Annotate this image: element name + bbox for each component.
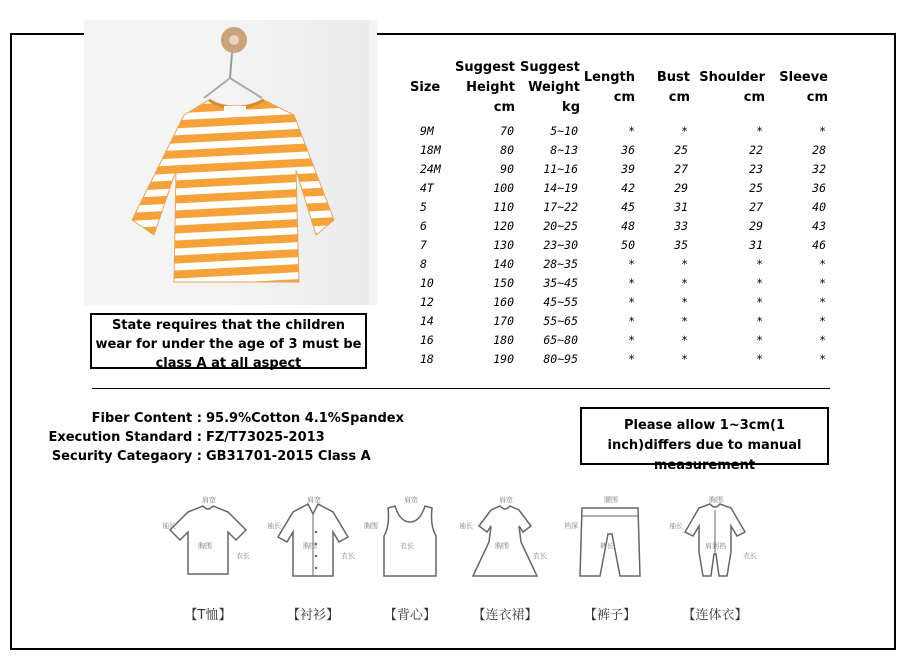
table-row	[410, 257, 835, 276]
dimension-label: 衣长	[743, 552, 757, 560]
table-cell: *	[756, 352, 763, 366]
table-cell: 27	[749, 200, 763, 214]
garment-label: 【背心】	[383, 608, 436, 623]
section-divider	[92, 388, 830, 389]
table-cell: *	[756, 295, 763, 309]
table-cell: 45~55	[543, 295, 578, 309]
table-cell: 14	[420, 314, 434, 328]
table-cell: *	[681, 295, 688, 309]
table-cell: 36	[812, 181, 826, 195]
table-cell: *	[628, 124, 635, 138]
table-row	[410, 200, 835, 219]
table-cell: 4T	[420, 181, 434, 195]
table-row	[410, 124, 835, 143]
clothing-tag	[224, 106, 246, 112]
table-cell: 25	[749, 181, 763, 195]
table-cell: 6	[420, 219, 427, 233]
table-cell: *	[681, 124, 688, 138]
table-cell: 24M	[420, 162, 441, 176]
table-cell: 50	[621, 238, 635, 252]
table-cell: 120	[493, 219, 514, 233]
dimension-label: 胸围	[364, 522, 378, 530]
table-header-1: Size	[410, 80, 441, 95]
table-cell: 18M	[420, 143, 441, 157]
table-cell: 23	[749, 162, 763, 176]
pants-icon	[560, 492, 660, 582]
table-header-3: Suggest Weight kg	[520, 60, 580, 115]
measurement-allowance-note: Please allow 1~3cm(1 inch)differs due to manual measurement	[580, 407, 829, 465]
table-cell: 40	[812, 200, 826, 214]
table-cell: 5	[420, 200, 427, 214]
table-row	[410, 219, 835, 238]
table-row	[410, 314, 835, 333]
table-header-5: Bust cm	[656, 70, 690, 105]
dimension-label: 衣长	[400, 542, 414, 550]
dimension-label: 袖长	[459, 522, 473, 530]
table-cell: 100	[493, 181, 514, 195]
dimension-label: 腰围	[604, 496, 618, 504]
table-cell: *	[756, 276, 763, 290]
spec-value: 95.9%Cotton 4.1%Spandex	[206, 411, 404, 426]
table-header-4: Length cm	[583, 70, 635, 105]
table-cell: 48	[621, 219, 635, 233]
dimension-label: 胸围	[495, 542, 509, 550]
dimension-label: 胸围	[198, 542, 212, 550]
table-cell: 16	[420, 333, 434, 347]
table-cell: 28	[812, 143, 826, 157]
table-header-7: Sleeve cm	[779, 70, 828, 105]
table-cell: 29	[749, 219, 763, 233]
table-cell: *	[756, 124, 763, 138]
table-header-2: Suggest Height cm	[455, 60, 515, 115]
table-cell: 36	[621, 143, 635, 157]
table-cell: 65~80	[543, 333, 578, 347]
table-cell: *	[819, 333, 826, 347]
dimension-label: 袖长	[267, 522, 281, 530]
dimension-label: 肩到裆	[705, 542, 726, 550]
table-cell: 18	[420, 352, 434, 366]
table-cell: 70	[500, 124, 514, 138]
table-cell: 8	[420, 257, 427, 271]
dimension-label: 衣长	[341, 552, 355, 560]
table-cell: 55~65	[543, 314, 578, 328]
table-row	[410, 295, 835, 314]
table-cell: 45	[621, 200, 635, 214]
table-cell: 8~13	[550, 143, 578, 157]
table-row	[410, 238, 835, 257]
table-cell: *	[681, 257, 688, 271]
table-cell: *	[681, 333, 688, 347]
garment-label: 【衬衫】	[286, 608, 339, 623]
table-cell: 32	[812, 162, 826, 176]
shirt-icon	[263, 492, 363, 582]
dimension-label: 衣长	[236, 552, 250, 560]
table-row	[410, 276, 835, 295]
state-requirement-note: State requires that the children wear for under the age of 3 must be class A at all aspect	[90, 313, 367, 369]
table-cell: 9M	[420, 124, 434, 138]
table-cell: 11~16	[543, 162, 578, 176]
table-cell: *	[756, 333, 763, 347]
dimension-label: 裆深	[564, 522, 578, 530]
table-cell: *	[628, 352, 635, 366]
table-cell: *	[628, 276, 635, 290]
table-cell: 17~22	[543, 200, 578, 214]
dimension-label: 胸围	[303, 542, 317, 550]
table-cell: 5~10	[550, 124, 578, 138]
table-cell: 22	[749, 143, 763, 157]
table-cell: *	[819, 276, 826, 290]
table-row	[410, 352, 835, 371]
table-cell: 33	[674, 219, 688, 233]
table-cell: 80~95	[543, 352, 578, 366]
dimension-label: 肩宽	[499, 496, 513, 504]
garment-label: 【连衣裙】	[472, 608, 538, 623]
garment-label: 【T恤】	[184, 608, 232, 623]
garment-label: 【连体衣】	[682, 608, 748, 623]
vest-icon	[360, 492, 460, 582]
table-cell: *	[819, 124, 826, 138]
table-cell: 180	[493, 333, 514, 347]
dimension-label: 肩宽	[307, 496, 321, 504]
table-cell: 25	[674, 143, 688, 157]
table-cell: *	[628, 314, 635, 328]
table-cell: 130	[493, 238, 514, 252]
table-cell: 7	[420, 238, 427, 252]
dimension-label: 胸围	[709, 496, 723, 504]
table-row	[410, 181, 835, 200]
table-cell: *	[756, 257, 763, 271]
dimension-label: 肩宽	[404, 496, 418, 504]
romper-icon	[665, 492, 765, 582]
table-cell: *	[628, 295, 635, 309]
dimension-label: 袖长	[669, 522, 683, 530]
table-cell: 35~45	[543, 276, 578, 290]
table-cell: 29	[674, 181, 688, 195]
table-cell: 42	[621, 181, 635, 195]
table-cell: *	[681, 276, 688, 290]
table-cell: 140	[493, 257, 514, 271]
tshirt-icon	[158, 492, 258, 582]
table-cell: *	[819, 257, 826, 271]
dimension-label: 衣长	[533, 552, 547, 560]
table-row	[410, 143, 835, 162]
product-photo	[84, 20, 377, 305]
table-cell: 12	[420, 295, 434, 309]
table-cell: 28~35	[543, 257, 578, 271]
spec-value: FZ/T73025-2013	[206, 430, 325, 445]
table-cell: 27	[674, 162, 688, 176]
table-cell: *	[819, 352, 826, 366]
table-cell: 14~19	[543, 181, 578, 195]
dress-icon	[455, 492, 555, 582]
table-row	[410, 162, 835, 181]
table-cell: 46	[812, 238, 826, 252]
table-cell: 170	[493, 314, 514, 328]
table-cell: *	[756, 314, 763, 328]
table-cell: 43	[812, 219, 826, 233]
table-cell: 10	[420, 276, 434, 290]
table-cell: *	[681, 314, 688, 328]
dimension-label: 肩宽	[202, 496, 216, 504]
table-cell: 31	[674, 200, 688, 214]
table-cell: 20~25	[543, 219, 578, 233]
table-cell: 190	[493, 352, 514, 366]
table-cell: *	[819, 295, 826, 309]
table-cell: 35	[674, 238, 688, 252]
table-cell: 31	[749, 238, 763, 252]
spec-value: GB31701-2015 Class A	[206, 449, 371, 464]
table-cell: 150	[493, 276, 514, 290]
dimension-label: 裤长	[600, 542, 614, 550]
table-cell: *	[628, 257, 635, 271]
table-cell: 39	[621, 162, 635, 176]
table-cell: *	[628, 333, 635, 347]
table-cell: *	[819, 314, 826, 328]
table-cell: 160	[493, 295, 514, 309]
dimension-label: 袖长	[162, 522, 176, 530]
table-row	[410, 333, 835, 352]
table-cell: 23~30	[543, 238, 578, 252]
table-cell: 80	[500, 143, 514, 157]
table-cell: 110	[493, 200, 514, 214]
garment-label: 【裤子】	[583, 608, 636, 623]
spec-label: Security Categaory :	[51, 449, 202, 464]
table-cell: *	[681, 352, 688, 366]
spec-label: Fiber Content :	[91, 411, 202, 426]
spec-label: Execution Standard :	[48, 430, 202, 445]
table-header-6: Shoulder cm	[699, 70, 765, 105]
table-cell: 90	[500, 162, 514, 176]
